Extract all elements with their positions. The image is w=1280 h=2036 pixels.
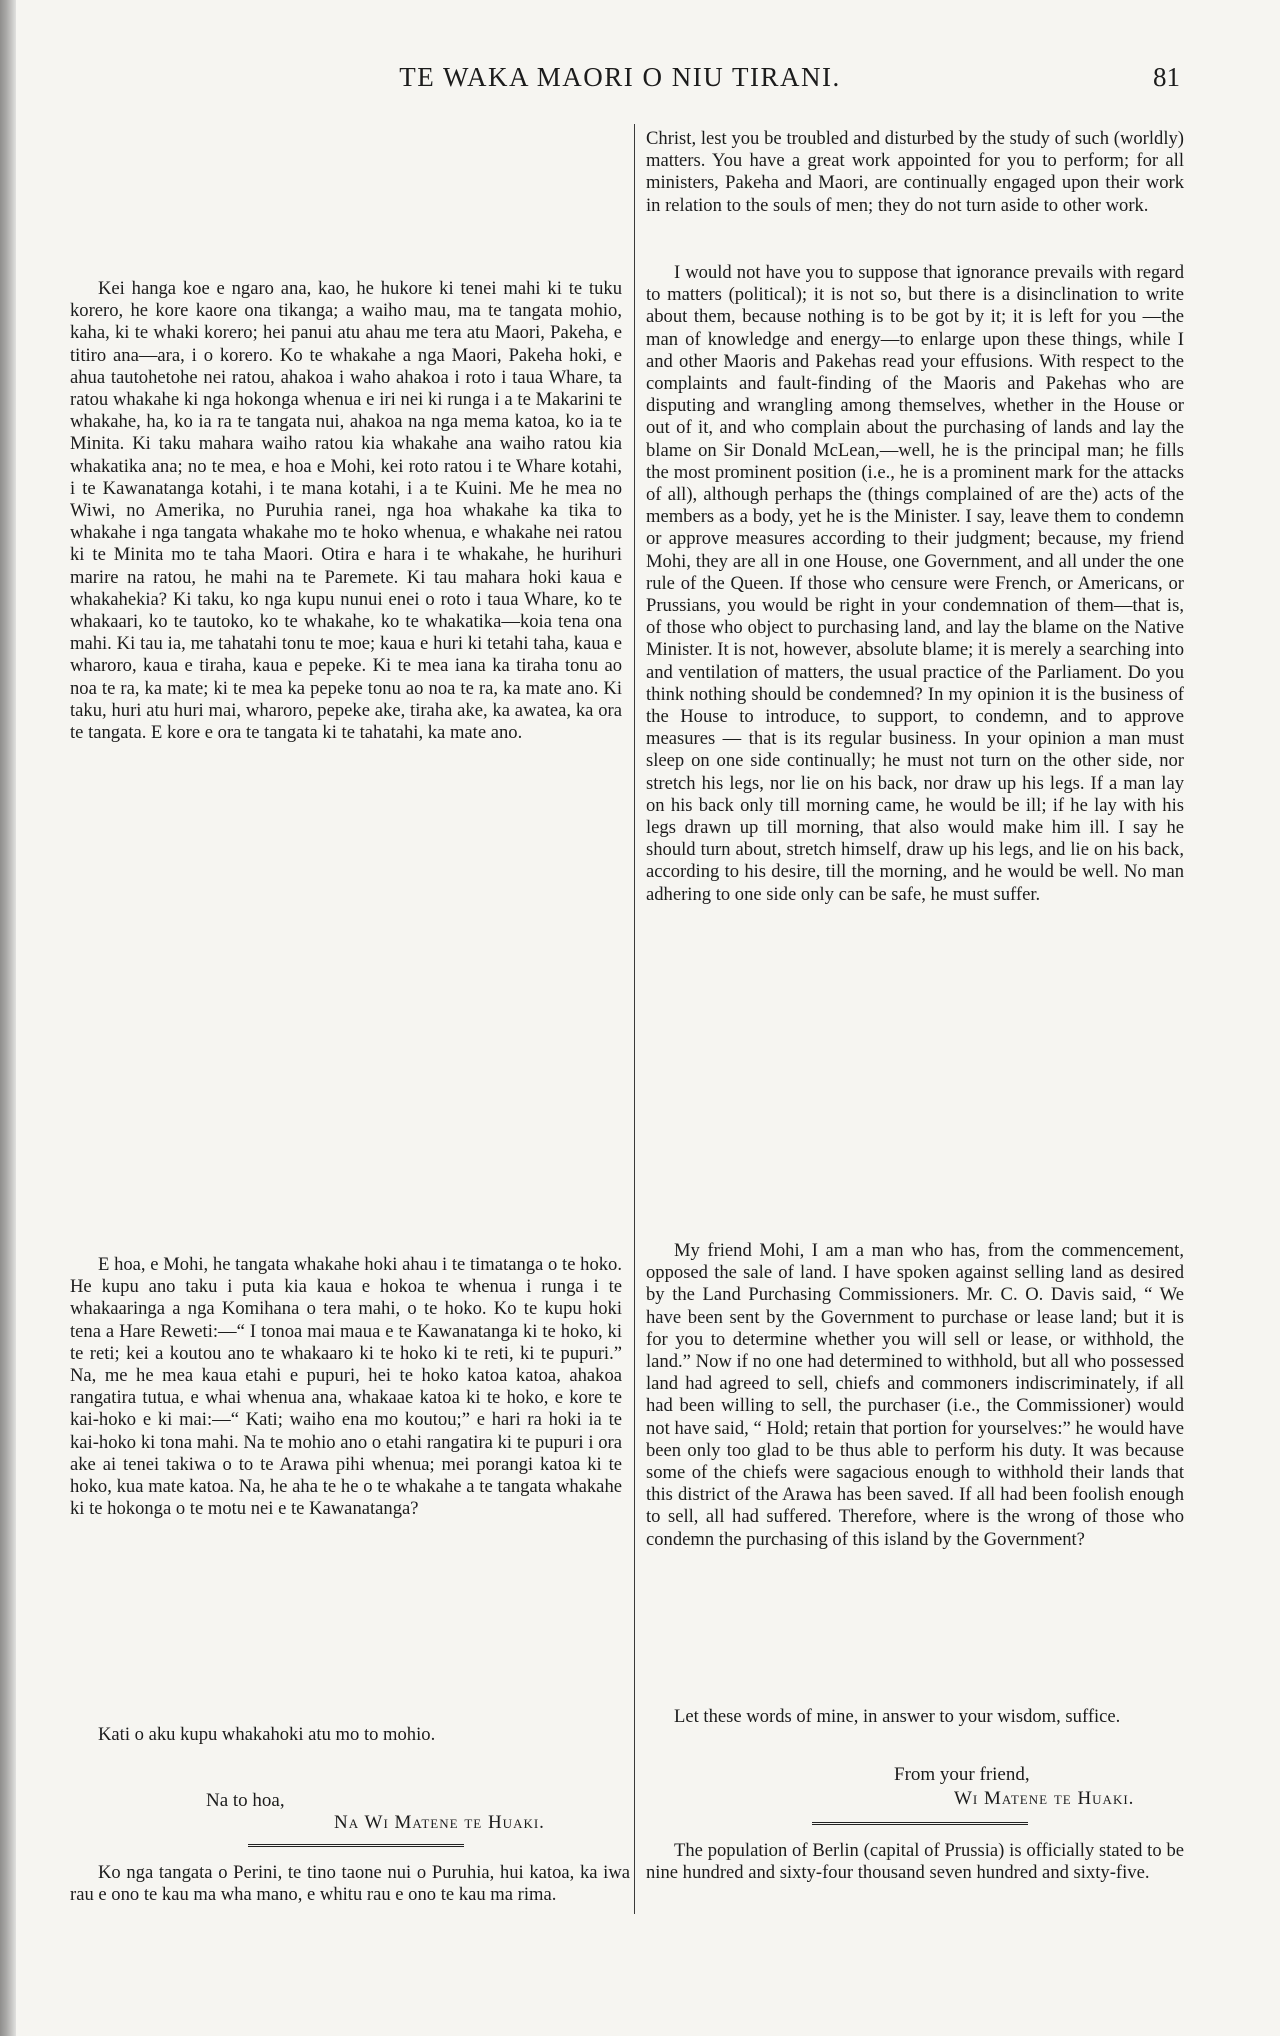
english-note — [646, 1840, 1184, 1884]
english-end-rule — [812, 1822, 1028, 1828]
maori-paragraph-2-text: E hoa, e Mohi, he tangata whakahe hoki ahau i te timatanga o te hoko. He kupu ano taku i puta kia kaua e hokoa te whenua i runga i te whakaaringa a nga Komihana o tera mahi, o te hoko. Ko te kupu hoki tena a Hare Reweti:—“ I tonoa mai maua e te Kawanatanga ki te hoko, ki te reti; kei a koutou ano te whakaaro ki te hoko ki te reti, ki te pupuri.” Na, me he mea kaua etahi e pupuri, hei te hoko katoa katoa, ahakoa rangatira tutua, e whai whenua ana, whakaae katoa ki te hoko, e kore te kai-hoko e ki mai:—“ Kati; waiho ena mo koutou;” e hari ra hoki ia te kai-hoko ki tona mahi. Na te mohio ano o etahi rangatira ki te pupuri i ora ake ai tenei takiwa o to te Arawa pihi whenua; mei porangi katoa ki te hoko, kua mate katoa. Na, he aha te he o te whakahe a te tangata whakahe ki te hokonga o te motu nei e te Kawanatanga? — [70, 1254, 622, 1520]
english-paragraph-1 — [646, 128, 1184, 217]
page-number: 81 — [1153, 62, 1180, 92]
page-title: TE WAKA MAORI O NIU TIRANI. — [399, 62, 841, 92]
maori-note-text: Ko nga tangata o Perini, te tino taone nui o Puruhia, hui katoa, ka iwa rau e ono te kau ma wha mano, e whitu rau e ono te kau ma rima. — [70, 1862, 630, 1906]
maori-paragraph-1-text: Kei hanga koe e ngaro ana, kao, he hukore ki tenei mahi ki te tuku korero, he kore kaore ona tikanga; a waiho mau, ma te tangata mohio, kaha, ki te whaki korero; hei panui atu ahau me tera atu Maori, Pakeha, e titiro ana—ara, i o korero. Ko te whakahe a nga Maori, Pakeha hoki, e ahua tautohetohe nei ratou, ahakoa i waho ahakoa i roto i taua Whare, ta ratou whakahe ki nga hokonga whenua e iri nei ki runga i a te Makarini te whakahe, ha, ko ia ra te tangata nui, ahakoa na nga mema katoa, ko ia te Minita. Ki taku mahara waiho ratou kia whakahe ana waiho ratou kia whakatika ana; no te mea, e hoa e Mohi, kei roto ratou i te Whare kotahi, i te Kawanatanga kotahi, i te mana kotahi, i a te Kuini. Me he mea no Wiwi, no Amerika, no Puruhia ranei, nga hoa whakahe ka tika to whakahe i nga tangata whakahe mo te hoko whenua, e whakahe nei ratou ki te Minita mo te taha Maori. Otira e hara i te whakahe, he hurihuri marire na ratou, he mahi na te Paremete. Ki tau mahara hoki kaua e whakahekia? Ki taku, ko nga kupu nunui enei o roto i taua Whare, ko te whakaari, ko te tautoko, ko te whakahe, ko te whakatika—koia tena ona mahi. Ki tau ia, me tahatahi tonu te moe; kaua e huri ki tetahi taha, kaua e wharoro, kaua e tiraha, kaua e pepeke. Ki te mea iana ka tiraha tonu ao noa te ra, ka mate; ki te mea ka pepeke tonu ao noa te ra, ka mate ano. Ki taku, huri atu huri mai, wharoro, pepeke ake, tiraha ake, ka awatea, ka ora te tangata. E kore e ora te tangata ki te tahatahi, ka mate ano. — [70, 278, 622, 744]
english-sign-from: From your friend, — [894, 1764, 1030, 1785]
maori-paragraph-1 — [70, 278, 622, 744]
maori-end-rule — [248, 1844, 464, 1850]
english-paragraph-3-text: My friend Mohi, I am a man who has, from the commencement, opposed the sale of land. I have spoken against selling land as desired by the Land Purchasing Commissioners. Mr. C. O. Davis said, “ We have been sent by the Government to purchase or lease land; but it is for you to determine whether you will sell or lease, or withhold, the land.” Now if no one had determined to withhold, but all who possessed land had agreed to sell, chiefs and commoners indiscriminately, if all had been willing to sell, the purchaser (i.e., the Commissioner) would not have said, “ Hold; retain that portion for yourselves:” he would have been only too glad to be thus able to perform his duty. It was because some of the chiefs were sagacious enough to withhold their lands that this district of the Arawa has been saved. If all had been foolish enough to sell, all had suffered. Therefore, where is the wrong of those who condemn the purchasing of this island by the Government? — [646, 1240, 1184, 1550]
maori-paragraph-2 — [70, 1254, 622, 1520]
maori-note — [70, 1862, 630, 1906]
maori-closing-text: Kati o aku kupu whakahoki atu mo to mohio. — [98, 1724, 436, 1745]
scanned-page-edge — [0, 0, 16, 2036]
english-paragraph-2-text: I would not have you to suppose that ignorance prevails with regard to matters (political); it is not so, but there is a disinclination to write about them, because nothing is to be got by it; it is left for you —the man of knowledge and energy—to enlarge upon these things, while I and other Maoris and Pakehas read your effusions. With respect to the complaints and fault-finding of the Maoris and Pakehas who are disputing and wrangling among themselves, whether in the House or out of it, and who complain about the purchasing of lands and lay the blame on Sir Donald McLean,—well, he is the principal man; he fills the most prominent position (i.e., he is a prominent mark for the attacks of all), although perhaps the (things complained of are the) acts of the members as a body, yet he is the Minister. I say, leave them to condemn or approve measures according to their judgment; because, my friend Mohi, they are all in one House, one Government, and all under the one rule of the Queen. If those who censure were French, or Americans, or Prussians, you would be right in your condemnation of them—that is, of those who object to purchasing land, and lay the blame on the Native Minister. It is not, however, absolute blame; it is merely a searching into and ventilation of matters, the usual practice of the Parliament. Do you think nothing should be condemned? In my opinion it is the business of the House to introduce, to support, to condemn, and to approve measures — that is its regular business. In your opinion a man must sleep on one side continually; he must not turn on the other side, nor stretch his legs, nor lie on his back, nor draw up his legs. If a man lay on his back only till morning came, he would be ill; if he lay with his legs drawn up till morning, that also would make him ill. I say he should turn about, stretch himself, draw up his legs, and lie on his back, according to his desire, till the morning, and he would be well. No man adhering to one side only can be safe, he must suffer. — [646, 262, 1184, 905]
english-note-text: The population of Berlin (capital of Prussia) is officially stated to be nine hundred and sixty-four thousand seven hundred and sixty-five. — [646, 1840, 1184, 1884]
english-paragraph-3 — [646, 1240, 1184, 1551]
column-divider — [634, 124, 635, 1914]
english-paragraph-1-text: Christ, lest you be troubled and disturbed by the study of such (worldly) matters. You have a great work appointed for you to perform; for all ministers, Pakeha and Maori, are continually engaged upon their work in relation to the souls of men; they do not turn aside to other work. — [646, 128, 1184, 216]
maori-closing — [70, 1724, 622, 1746]
english-sign-name: Wi Matene te Huaki. — [954, 1788, 1135, 1809]
page-header — [60, 62, 1180, 102]
maori-sign-from: Na to hoa, — [206, 1790, 285, 1811]
english-paragraph-2 — [646, 262, 1184, 906]
english-paragraph-4-text: Let these words of mine, in answer to your wisdom, suffice. — [674, 1706, 1121, 1727]
english-paragraph-4 — [646, 1706, 1184, 1728]
maori-sign-name: Na Wi Matene te Huaki. — [334, 1812, 545, 1833]
